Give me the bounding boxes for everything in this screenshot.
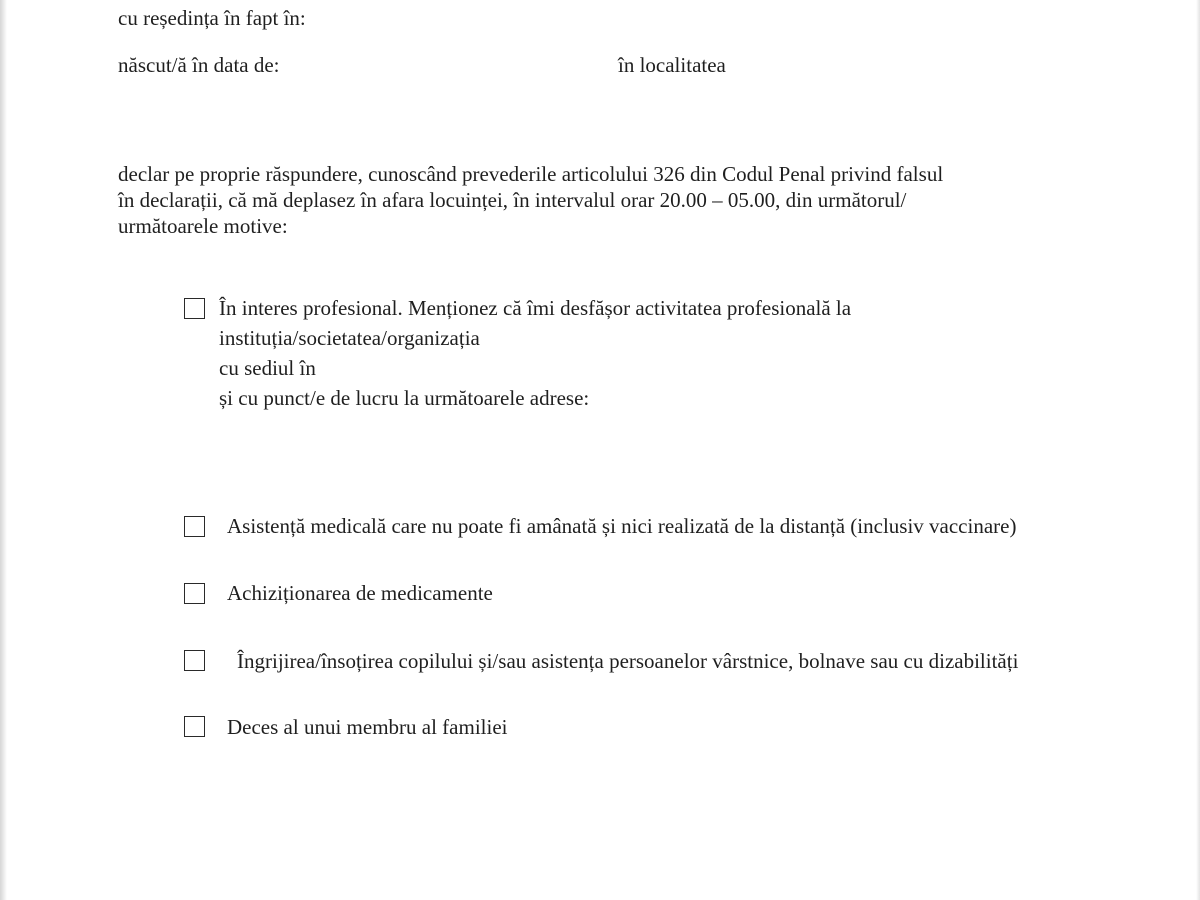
professional-option-text — [219, 293, 851, 413]
professional-line-1: În interes profesional. Menționez că îmi desfășor activitatea profesională la — [219, 296, 852, 320]
page-left-edge — [0, 0, 7, 900]
care-checkbox[interactable] — [184, 650, 205, 671]
residence-label: cu reședința în fapt în: — [118, 6, 306, 30]
death-checkbox[interactable] — [184, 716, 205, 737]
death-option-label: Deces al unui membru al familiei — [227, 715, 508, 739]
birth-date-label: născut/ă în data de: — [118, 53, 280, 77]
medicines-checkbox[interactable] — [184, 583, 205, 604]
declaration-line-2: în declarații, că mă deplasez în afara locuinței, în intervalul orar 20.00 – 05.00, din următorul/ — [118, 188, 907, 212]
page-right-edge — [1196, 0, 1200, 900]
care-option-label: Îngrijirea/însoțirea copilului și/sau asistența persoanelor vârstnice, bolnave sau cu dizabilități — [237, 649, 1019, 673]
declaration-line-3: următoarele motive: — [118, 214, 288, 238]
birth-place-label: în localitatea — [618, 53, 726, 77]
medicines-option-label: Achiziționarea de medicamente — [227, 581, 493, 605]
professional-line-4: și cu punct/e de lucru la următoarele adrese: — [219, 386, 590, 410]
medical-option-label: Asistență medicală care nu poate fi amânată și nici realizată de la distanță (inclusiv vaccinare) — [227, 514, 1017, 538]
medical-checkbox[interactable] — [184, 516, 205, 537]
professional-checkbox[interactable] — [184, 298, 205, 319]
declaration-paragraph — [118, 161, 1118, 239]
professional-line-3: cu sediul în — [219, 356, 316, 380]
professional-line-2: instituția/societatea/organizația — [219, 326, 480, 350]
declaration-line-1: declar pe proprie răspundere, cunoscând prevederile articolului 326 din Codul Penal privind falsul — [118, 162, 944, 186]
